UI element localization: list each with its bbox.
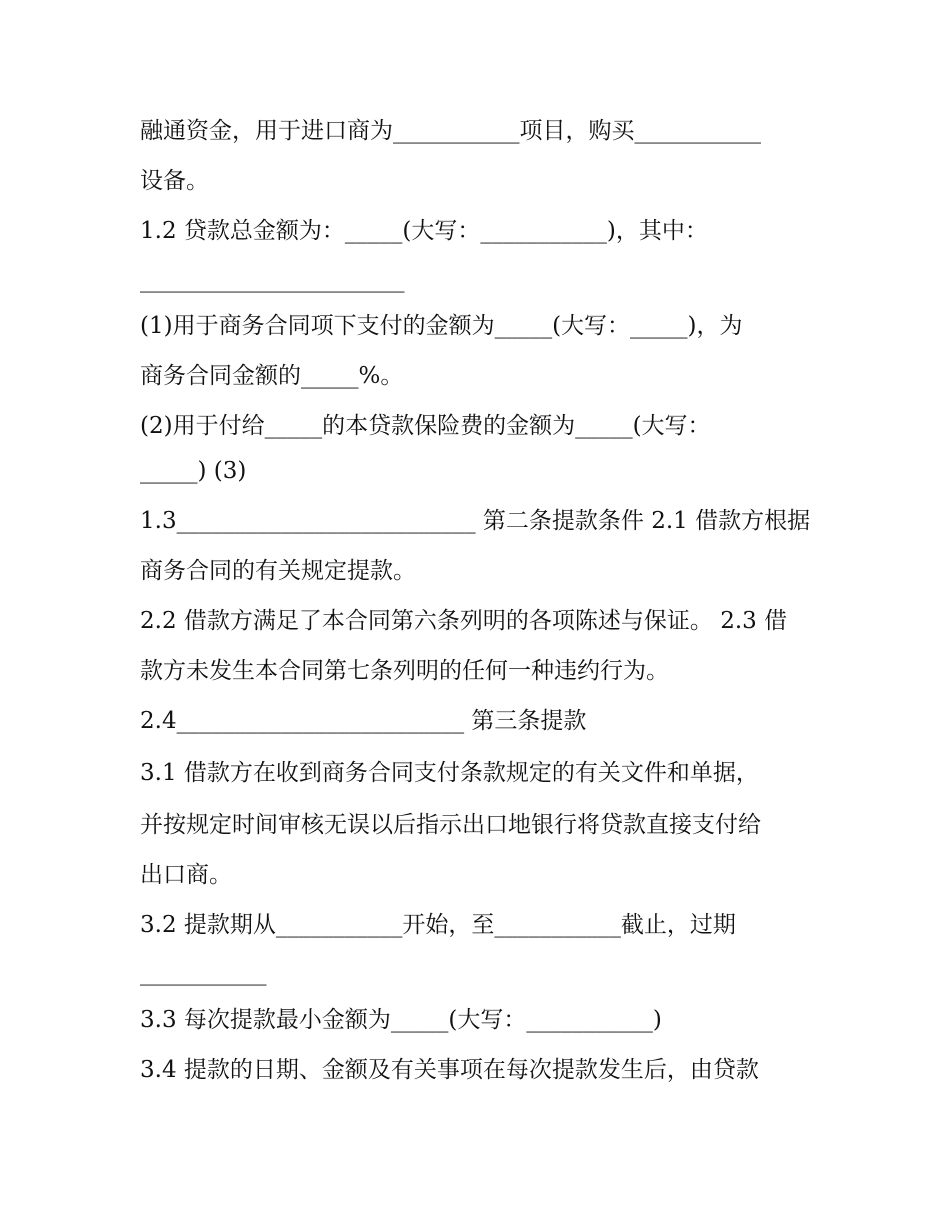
text-line: 商务合同的有关规定提款。: [140, 558, 416, 584]
text-line: _______________________: [140, 267, 405, 293]
text-line: 商务合同金额的_____%。: [140, 363, 404, 389]
text-line: 款方未发生本合同第七条列明的任何一种违约行为。: [140, 658, 669, 684]
text-line: ___________: [140, 960, 267, 986]
text-line: 1.3__________________________ 第二条提款条件 2.1 借款方根据: [140, 508, 811, 534]
text-line: 2.4_________________________ 第三条提款: [140, 708, 587, 734]
text-line: 1.2 贷款总金额为：_____(大写：___________)，其中：: [140, 218, 708, 244]
text-line: 出口商。: [140, 862, 232, 888]
text-line: (1)用于商务合同项下支付的金额为_____(大写：_____)，为: [140, 313, 743, 339]
text-line: 3.4 提款的日期、金额及有关事项在每次提款发生后，由贷款: [140, 1057, 759, 1083]
text-line: 3.2 提款期从___________开始，至___________截止，过期: [140, 912, 736, 938]
text-line: 2.2 借款方满足了本合同第六条列明的各项陈述与保证。 2.3 借: [140, 608, 788, 634]
text-line: 3.1 借款方在收到商务合同支付条款规定的有关文件和单据，: [140, 760, 759, 786]
text-line: (2)用于付给_____的本贷款保险费的金额为_____(大写：: [140, 413, 711, 439]
text-line: 融通资金，用于进口商为___________项目，购买___________: [140, 118, 761, 144]
text-line: _____) (3): [140, 458, 247, 484]
text-line: 设备。: [140, 168, 209, 194]
text-line: 3.3 每次提款最小金额为_____(大写：___________): [140, 1007, 662, 1033]
text-line: 并按规定时间审核无误以后指示出口地银行将贷款直接支付给: [140, 812, 761, 838]
